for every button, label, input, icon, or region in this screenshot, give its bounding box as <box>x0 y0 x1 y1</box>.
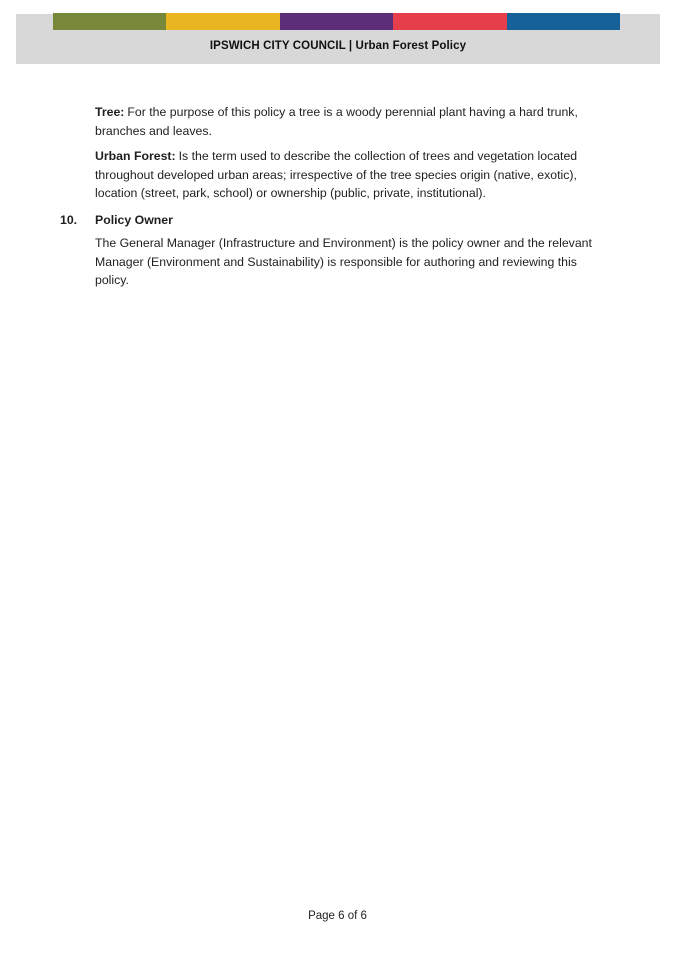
page-number-label: Page 6 of 6 <box>308 910 367 922</box>
brand-bars <box>53 13 620 30</box>
section-number: 10. <box>60 212 78 227</box>
brand-bar-2 <box>280 13 393 30</box>
definition-urban-forest <box>95 147 595 203</box>
section-heading-policy-owner <box>60 211 595 230</box>
brand-bar-0 <box>53 13 166 30</box>
definition-tree <box>95 103 595 140</box>
definition-tree-text: For the purpose of this policy a tree is a woody perennial plant having a hard trunk, branches and leaves. <box>95 105 578 138</box>
section-heading-label: Policy Owner <box>95 212 173 227</box>
brand-bar-3 <box>393 13 506 30</box>
definition-urban-forest-term: Urban Forest: <box>95 149 176 163</box>
definition-tree-term: Tree: <box>95 105 125 119</box>
brand-bar-4 <box>507 13 620 30</box>
header-band <box>16 14 660 64</box>
document-body <box>60 103 595 290</box>
definition-urban-forest-text: Is the term used to describe the collection of trees and vegetation located throughout developed urban areas; irrespective of the tree species origin (native, exotic), location (street, park, school) or ownership (public, private, institutional). <box>95 149 578 200</box>
document-header-title: IPSWICH CITY COUNCIL | Urban Forest Policy <box>209 40 467 52</box>
brand-bar-1 <box>166 13 279 30</box>
section-body-policy-owner: The General Manager (Infrastructure and Environment) is the policy owner and the relevant Manager (Environment and Sustainability) is responsible for authoring and reviewing this policy. <box>95 236 592 287</box>
